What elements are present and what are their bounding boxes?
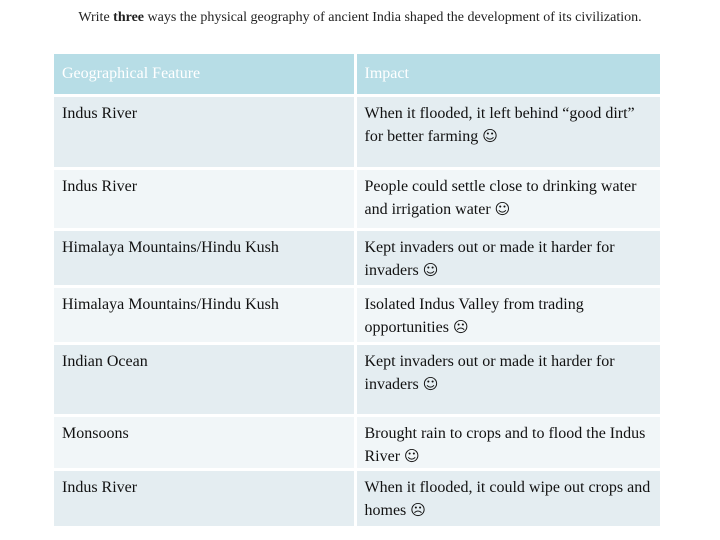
prompt-text (60, 8, 660, 28)
prompt-start: Write (78, 10, 114, 25)
smiley-icon: ☺ (404, 447, 420, 465)
feature-cell: Himalaya Mountains/Hindu Kush (54, 287, 355, 344)
table-row (54, 416, 661, 470)
table-row (54, 169, 661, 230)
smiley-icon: ☺ (422, 261, 439, 279)
smiley-icon: ☺ (422, 375, 439, 393)
table-row (54, 470, 661, 528)
impact-cell (355, 287, 661, 344)
feature-cell: Indian Ocean (54, 344, 355, 416)
impact-text: When it flooded, it left behind “good dirt” for better farming (364, 105, 635, 145)
table-row (54, 96, 661, 169)
feature-cell: Indus River (54, 470, 355, 528)
table-row (54, 344, 661, 416)
table-row (54, 230, 661, 287)
impact-text: People could settle close to drinking water and irrigation water (364, 178, 637, 218)
feature-cell: Monsoons (54, 416, 355, 470)
header-impact: Impact (355, 54, 661, 96)
smiley-icon: ☺ (482, 127, 498, 145)
header-feature: Geographical Feature (54, 54, 355, 96)
impact-text: Isolated Indus Valley from trading opportunities (364, 296, 584, 336)
impact-text: Brought rain to crops and to flood the Indus River (364, 425, 646, 465)
feature-cell: Indus River (54, 96, 355, 169)
impact-cell (355, 96, 661, 169)
impact-cell (355, 416, 661, 470)
geography-table (54, 54, 663, 529)
impact-cell (355, 344, 661, 416)
impact-cell (355, 470, 661, 528)
impact-text: Kept invaders out or made it harder for invaders (364, 239, 615, 279)
impact-text: When it flooded, it could wipe out crops and homes (364, 479, 651, 519)
feature-cell: Himalaya Mountains/Hindu Kush (54, 230, 355, 287)
smiley-icon: ☺ (494, 200, 511, 218)
frown-icon: ☹ (410, 501, 426, 519)
header-row (54, 54, 661, 96)
impact-cell (355, 230, 661, 287)
prompt-end: ways the physical geography of ancient India shaped the development of its civilization. (144, 10, 642, 25)
prompt-emphasis: three (113, 10, 144, 25)
table-row (54, 287, 661, 344)
feature-cell: Indus River (54, 169, 355, 230)
frown-icon: ☹ (452, 318, 469, 336)
impact-text: Kept invaders out or made it harder for invaders (364, 353, 615, 393)
impact-cell (355, 169, 661, 230)
